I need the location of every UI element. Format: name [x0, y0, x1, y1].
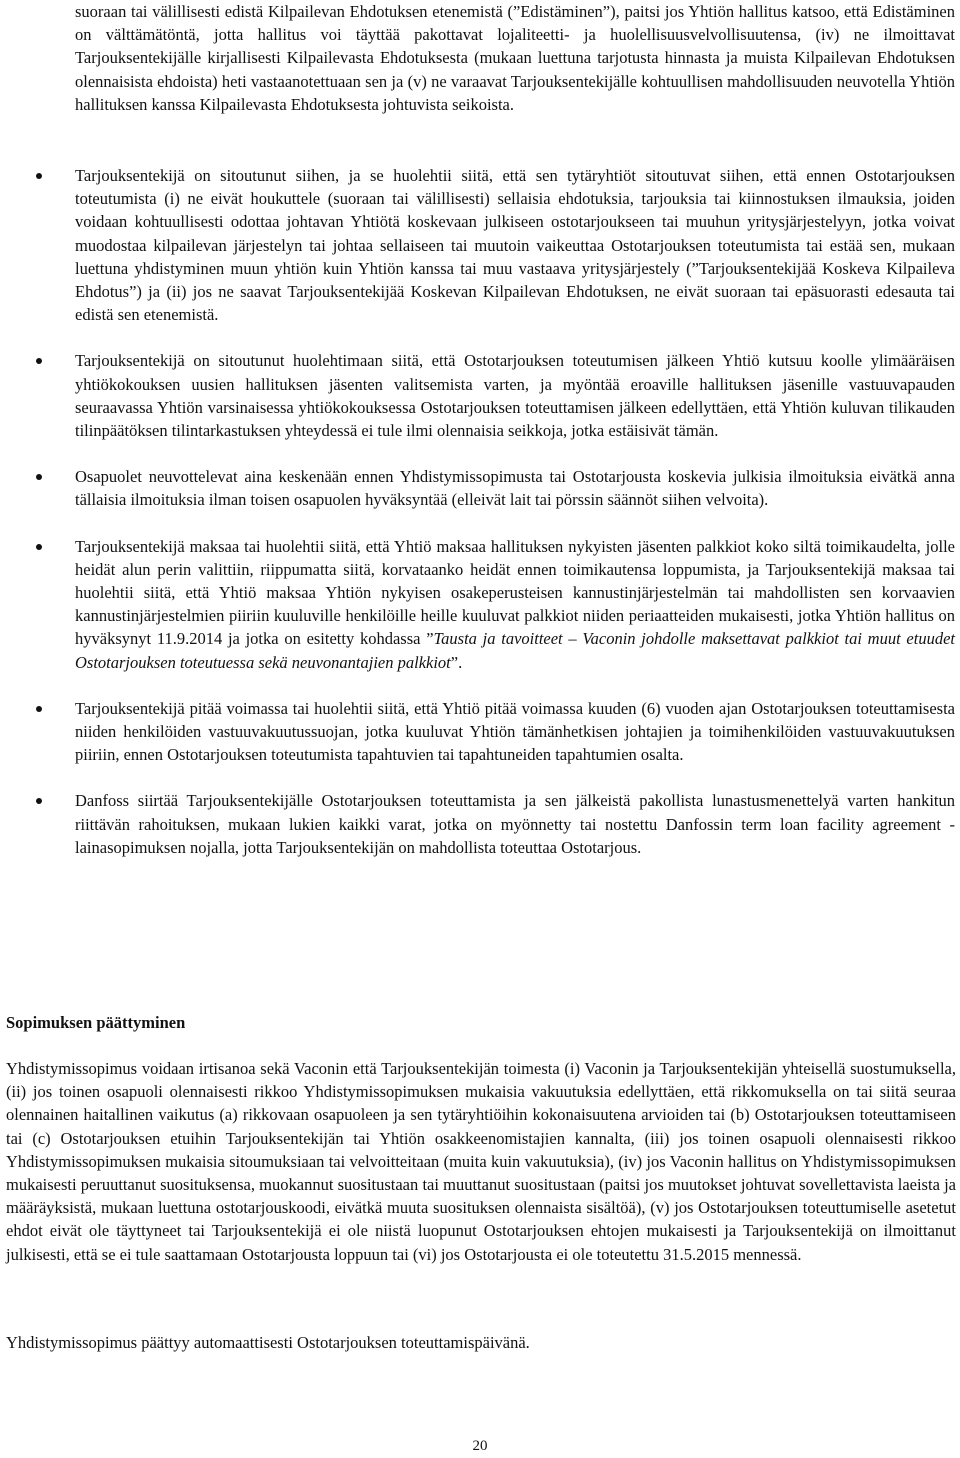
bullet-item	[0, 789, 955, 859]
bullet-text: Danfoss siirtää Tarjouksentekijälle Ostotarjouksen toteuttamista ja sen jälkeistä pakollista lunastusmenettelyä varten hankitun riittävän rahoituksen, mukaan lukien kaikki varat, jotka on myönnetty tai nostettu Danfossin term loan facility agreement -lainasopimuksen nojalla, jotta Tarjouksentekijän on mahdollista toteuttaa Ostotarjous.	[75, 791, 955, 857]
bullet-item	[0, 465, 955, 511]
bullet-dot-icon	[36, 474, 42, 480]
page-number: 20	[472, 1438, 488, 1454]
intro-paragraph: suoraan tai välillisesti edistä Kilpailevan Ehdotuksen etenemistä (”Edistäminen”), paitsi jos Yhtiön hallitus katsoo, että Edistäminen on välttämätöntä, jotta hallitus voi täyttää pakottavat lojaliteetti- ja huolellisuusvelvollisuutensa, (iv) ne ilmoittavat Tarjouksentekijälle kirjallisesti Kilpailevasta Ehdotuksesta (mukaan luettuna tarjotusta hinnasta ja muista Kilpailevan Ehdotuksen olennaisista ehdoista) heti vastaanotettuaan sen ja (v) ne varaavat Tarjouksentekijälle kohtuullisen mahdollisuuden neuvotella Yhtiön hallituksen kanssa Kilpailevasta Ehdotuksesta johtuvista seikoista.	[75, 2, 955, 114]
bullet-item	[0, 349, 955, 442]
bullet-dot-icon	[36, 798, 42, 804]
bullet-item	[0, 535, 955, 674]
bullet-dot-icon	[36, 358, 42, 364]
bullet-text: Tarjouksentekijä on sitoutunut siihen, ja se huolehtii siitä, että sen tytäryhtiöt sitoutuvat siihen, että ennen Ostotarjouksen toteutumista (i) ne eivät houkuttele (suoraan tai välillisesti) sellaisia ehdotuksia, tarjouksia tai kiinnostuksen ilmauksia, joiden voidaan kohtuullisesti odottaa johtavan Yhtiötä koskevaan julkiseen ostotarjoukseen tai muuhun yritysjärjestelyyn, jotka voivat muodostaa kilpailevan järjestelyn tai johtaa sellaiseen tai muutoin vaikeuttaa Ostotarjouksen toteutumista tai estää sen, mukaan luettuna yhdistyminen muun yhtiön kuin Yhtiön kanssa tai muu vastaava yritysjärjestely (”Tarjouksentekijää Koskeva Kilpaileva Ehdotus”) ja (ii) jos ne saavat Tarjouksentekijää Koskevan Kilpailevan Ehdotuksen, ne eivät suoraan tai epäsuorasti edesauta tai edistä sen etenemistä.	[75, 166, 955, 325]
bullet-item	[0, 164, 955, 326]
bullet-italic-text: Tausta ja tavoitteet – Vaconin johdolle maksettavat palkkiot tai muut etuudet Ostotarjouksen toteutuessa sekä neuvonantajien palkkiot	[75, 629, 955, 672]
closing-paragraph: Yhdistymissopimus päättyy automaattisesti Ostotarjouksen toteuttamispäivänä.	[6, 1333, 530, 1352]
bullet-text: Tarjouksentekijä maksaa tai huolehtii siitä, että Yhtiö maksaa hallituksen nykyisten jäsenten palkkiot koko siltä toimikaudelta, jolle heidät alun perin valittiin, riippumatta siitä, korvataanko heidät ennen toimikautensa loppumista, ja Tarjouksentekijä maksaa tai huolehtii siitä, että Yhtiö maksaa Yhtiön nykyisen osakeperusteisen kannustinjärjestelmän tai mahdollisten sen korvaavien kannustinjärjestelmien piiriin kuuluville henkilöille heille kuuluvat palkkiot niiden periaatteiden mukaisesti, jotka Yhtiön hallitus on hyväksynyt 11.9.2014 ja jotka on esitetty kohdassa ”	[75, 536, 955, 649]
bullet-text: Tarjouksentekijä pitää voimassa tai huolehtii siitä, että Yhtiö pitää voimassa kuuden (6) vuoden ajan Ostotarjouksen toteuttamisesta niiden henkilöiden vastuuvakuutussuojan, jotka kuuluvat Yhtiön tämänhetkisen johtajien ja toimihenkilöiden vastuuvakuutuksen piiriin, ennen Ostotarjouksen toteutumista tapahtuvien tai tapahtuneiden tapahtumien osalta.	[75, 698, 955, 765]
bullet-item	[0, 697, 955, 767]
section-heading: Sopimuksen päättyminen	[6, 1013, 186, 1032]
bullet-list	[0, 164, 960, 882]
bullet-dot-icon	[36, 706, 42, 712]
bullet-text-after: ”.	[450, 652, 463, 672]
bullet-text: Tarjouksentekijä on sitoutunut huolehtimaan siitä, että Ostotarjouksen toteutumisen jälkeen Yhtiö kutsuu koolle ylimääräisen yhtiökokouksen uusien hallituksen jäsenten valitsemista varten, ja myöntää eroaville hallituksen jäsenille vastuuvapauden seuraavassa Yhtiön varsinaisessa yhtiökokouksessa Ostotarjouksen toteuttamisen jälkeen edellyttäen, että Yhtiön kuluvan tilikauden tilinpäätöksen tilintarkastuksen yhteydessä ei tule ilmi olennaisia seikkoja, jotka estäisivät tämän.	[75, 351, 955, 441]
bullet-dot-icon	[36, 173, 42, 179]
bullet-text: Osapuolet neuvottelevat aina keskenään ennen Yhdistymissopimusta tai Ostotarjousta koskevia julkisia ilmoituksia eivätkä anna tällaisia ilmoituksia ilman toisen osapuolen hyväksyntää (elleivät lait tai pörssin säännöt siihen velvoita).	[75, 467, 955, 510]
bullet-dot-icon	[36, 544, 42, 550]
termination-paragraph: Yhdistymissopimus voidaan irtisanoa sekä Vaconin että Tarjouksentekijän toimesta (i) Vaconin ja Tarjouksentekijän yhteisellä suostumuksella, (ii) jos toinen osapuoli olennaisesti rikkoo Yhdistymissopimuksen mukaisia vakuutuksia edellyttäen, että rikkomuksella on tai siitä seuraa olennainen haitallinen vaikutus (a) rikkovaan osapuoleen ja sen tytäryhtiöihin kokonaisuutena arvioiden tai (b) Ostotarjouksen toteuttamiseen tai (c) Ostotarjouksen etuihin Tarjouksentekijän tai Yhtiön osakkeenomistajien kannalta, (iii) jos toinen osapuoli olennaisesti rikkoo Yhdistymissopimuksen mukaisia sitoumuksiaan tai velvoitteitaan (muita kuin vakuutuksia), (iv) jos Vaconin hallitus on Yhdistymissopimuksen mukaisesti peruuttanut suosituksensa, muokannut suositustaan tai muuttanut suositustaan (paitsi jos muutokset johtuvat sovellettavista laeista ja määräyksistä, mukaan luettuna ostotarjouskoodi, eivätkä muuta suosituksen olennaista sisältöä), (v) jos Ostotarjouksen toteuttumiselle asetetut ehdot eivät ole täyttyneet tai Tarjouksentekijä ei ole niistä luopunut Ostotarjouksen ehtojen mukaisesti ja Tarjouksentekijä on ilmoittanut julkisesti, että se ei tule saattamaan Ostotarjousta loppuun tai (vi) jos Ostotarjousta ei ole toteutettu 31.5.2015 mennessä.	[6, 1059, 956, 1264]
